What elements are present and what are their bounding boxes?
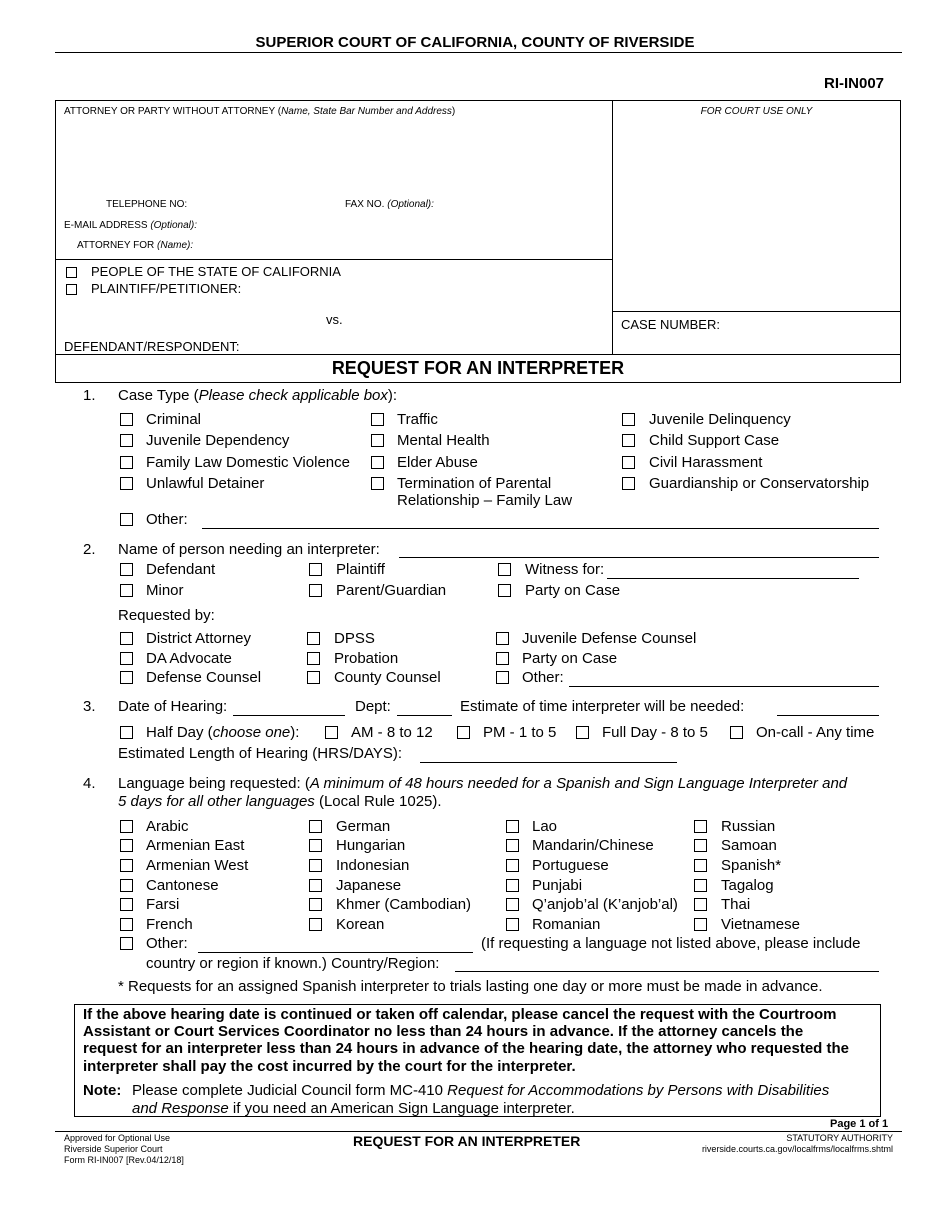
case-type-other-checkbox[interactable] xyxy=(120,513,133,526)
lang-korean-checkbox[interactable] xyxy=(309,918,322,931)
lang-french-label: French xyxy=(146,916,193,933)
req-party-on-case-label: Party on Case xyxy=(522,650,618,667)
dept-field[interactable] xyxy=(397,715,452,716)
lang-hungarian-checkbox[interactable] xyxy=(309,839,322,852)
case-type-child-support-checkbox[interactable] xyxy=(622,434,635,447)
people-label: PEOPLE OF THE STATE OF CALIFORNIA xyxy=(91,264,341,279)
lang-japanese-checkbox[interactable] xyxy=(309,879,322,892)
lang-other-label: Other: xyxy=(146,935,188,952)
lang-other-checkbox[interactable] xyxy=(120,937,133,950)
case-type-unlawful-detainer-checkbox[interactable] xyxy=(120,477,133,490)
person-parent-guardian-label: Parent/Guardian xyxy=(336,582,447,599)
language-label-line2: 5 days for all other languages (Local Rule 1025). xyxy=(118,793,442,810)
court-use-label: FOR COURT USE ONLY xyxy=(700,106,813,117)
note-label: Note: xyxy=(83,1082,122,1099)
lang-thai-checkbox[interactable] xyxy=(694,898,707,911)
footer-rule xyxy=(55,1131,902,1132)
caption-rule-3 xyxy=(55,354,901,355)
hearing-length-field[interactable] xyxy=(420,762,677,763)
pm-checkbox[interactable] xyxy=(457,726,470,739)
lang-mandarin-label: Mandarin/Chinese xyxy=(532,837,654,854)
lang-spanish-checkbox[interactable] xyxy=(694,859,707,872)
section-1-number: 1. xyxy=(83,387,96,404)
req-dpss-label: DPSS xyxy=(334,630,375,647)
case-type-family-law-dv-checkbox[interactable] xyxy=(120,456,133,469)
case-type-other-field[interactable] xyxy=(202,528,879,529)
full-day-checkbox[interactable] xyxy=(576,726,589,739)
lang-cantonese-label: Cantonese xyxy=(146,877,219,894)
req-county-counsel-checkbox[interactable] xyxy=(307,671,320,684)
person-witness-checkbox[interactable] xyxy=(498,563,511,576)
telephone-label: TELEPHONE NO: xyxy=(106,199,188,210)
req-probation-checkbox[interactable] xyxy=(307,652,320,665)
lang-japanese-label: Japanese xyxy=(336,877,402,894)
lang-khmer-label: Khmer (Cambodian) xyxy=(336,896,472,913)
person-party-on-case-label: Party on Case xyxy=(525,582,621,599)
lang-qanjobal-checkbox[interactable] xyxy=(506,898,519,911)
req-juvenile-defense-checkbox[interactable] xyxy=(496,632,509,645)
country-region-label: country or region if known.) Country/Region: xyxy=(146,955,440,972)
lang-armenian-west-checkbox[interactable] xyxy=(120,859,133,872)
lang-armenian-east-label: Armenian East xyxy=(146,837,245,854)
lang-russian-label: Russian xyxy=(721,818,776,835)
email-label: E-MAIL ADDRESS (Optional): xyxy=(64,220,198,231)
req-other-label: Other: xyxy=(522,669,564,686)
notice-line-2: Assistant or Court Services Coordinator no less than 24 hours in advance. If the attorney cancels the xyxy=(83,1023,804,1040)
person-witness-field[interactable] xyxy=(607,578,859,579)
note-text-line2: and Response if you need an American Sign Language interpreter. xyxy=(132,1100,575,1117)
footer-approved: Approved for Optional Use xyxy=(64,1133,171,1143)
lang-armenian-west-label: Armenian West xyxy=(146,857,249,874)
attorney-for-label: ATTORNEY FOR (Name): xyxy=(77,240,194,251)
country-region-field[interactable] xyxy=(455,971,879,972)
req-party-on-case-checkbox[interactable] xyxy=(496,652,509,665)
am-checkbox[interactable] xyxy=(325,726,338,739)
header-rule xyxy=(55,52,902,53)
footer-title: REQUEST FOR AN INTERPRETER xyxy=(353,1133,581,1149)
footer-court: Riverside Superior Court xyxy=(64,1144,163,1154)
plaintiff-label: PLAINTIFF/PETITIONER: xyxy=(91,281,242,296)
caption-rule-2 xyxy=(612,311,901,312)
court-title: SUPERIOR COURT OF CALIFORNIA, COUNTY OF RIVERSIDE xyxy=(255,34,695,51)
case-type-elder-abuse-checkbox[interactable] xyxy=(371,456,384,469)
page-number: Page 1 of 1 xyxy=(830,1118,889,1130)
req-dpss-checkbox[interactable] xyxy=(307,632,320,645)
req-juvenile-defense-label: Juvenile Defense Counsel xyxy=(522,630,697,647)
lang-german-label: German xyxy=(336,818,391,835)
lang-romanian-checkbox[interactable] xyxy=(506,918,519,931)
lang-arabic-checkbox[interactable] xyxy=(120,820,133,833)
footer-form: Form RI-IN007 [Rev.04/12/18] xyxy=(64,1155,184,1165)
case-type-guardianship-label: Guardianship or Conservatorship xyxy=(649,475,870,492)
lang-samoan-checkbox[interactable] xyxy=(694,839,707,852)
case-type-traffic-label: Traffic xyxy=(397,411,438,428)
case-type-elder-abuse-label: Elder Abuse xyxy=(397,454,478,471)
case-type-other-label: Other: xyxy=(146,511,188,528)
case-type-label: Case Type (Please check applicable box): xyxy=(118,387,398,404)
case-type-unlawful-detainer-label: Unlawful Detainer xyxy=(146,475,265,492)
form-code: RI-IN007 xyxy=(824,75,885,92)
section-2-number: 2. xyxy=(83,541,96,558)
case-type-family-law-dv-label: Family Law Domestic Violence xyxy=(146,454,350,471)
caption-divider xyxy=(612,100,613,354)
notice-line-1: If the above hearing date is continued or taken off calendar, please cancel the request with the Courtroom xyxy=(83,1006,837,1023)
lang-romanian-label: Romanian xyxy=(532,916,601,933)
person-witness-label: Witness for: xyxy=(525,561,605,578)
person-name-label: Name of person needing an interpreter: xyxy=(118,541,380,558)
hearing-date-field[interactable] xyxy=(233,715,345,716)
lang-qanjobal-label: Q’anjob’al (K’anjob’al) xyxy=(532,896,678,913)
case-number-label: CASE NUMBER: xyxy=(621,317,720,332)
language-label: Language being requested: (A minimum of 48 hours needed for a Spanish and Sign Language Interpreter and xyxy=(118,775,848,792)
case-type-criminal-label: Criminal xyxy=(146,411,202,428)
oncall-label: On-call - Any time xyxy=(756,724,875,741)
req-da-advocate-checkbox[interactable] xyxy=(120,652,133,665)
hearing-length-label: Estimated Length of Hearing (HRS/DAYS): xyxy=(118,745,403,762)
attorney-label: ATTORNEY OR PARTY WITHOUT ATTORNEY (Name, State Bar Number and Address) xyxy=(64,106,456,117)
lang-samoan-label: Samoan xyxy=(721,837,777,854)
person-defendant-checkbox[interactable] xyxy=(120,563,133,576)
person-defendant-label: Defendant xyxy=(146,561,216,578)
lang-portuguese-checkbox[interactable] xyxy=(506,859,519,872)
fax-label: FAX NO. (Optional): xyxy=(345,199,434,210)
lang-other-field[interactable] xyxy=(198,952,473,953)
form-title: REQUEST FOR AN INTERPRETER xyxy=(331,358,625,378)
people-checkbox[interactable] xyxy=(66,267,77,278)
lang-other-note: (If requesting a language not listed above, please include xyxy=(481,935,861,952)
lang-korean-label: Korean xyxy=(336,916,385,933)
spanish-footnote: * Requests for an assigned Spanish interpreter to trials lasting one day or more must be made in advance. xyxy=(118,978,823,995)
req-other-field[interactable] xyxy=(569,686,879,687)
lang-vietnamese-label: Vietnamese xyxy=(721,916,800,933)
lang-punjabi-label: Punjabi xyxy=(532,877,583,894)
case-type-guardianship-checkbox[interactable] xyxy=(622,477,635,490)
case-type-civil-harassment-label: Civil Harassment xyxy=(649,454,763,471)
person-plaintiff-label: Plaintiff xyxy=(336,561,385,578)
req-other-checkbox[interactable] xyxy=(496,671,509,684)
section-4-number: 4. xyxy=(83,775,96,792)
case-type-traffic-checkbox[interactable] xyxy=(371,413,384,426)
lang-tagalog-label: Tagalog xyxy=(721,877,774,894)
notice-line-4: interpreter shall pay the cost incurred by the court for the interpreter. xyxy=(83,1058,576,1075)
lang-russian-checkbox[interactable] xyxy=(694,820,707,833)
person-minor-checkbox[interactable] xyxy=(120,584,133,597)
vs-label: vs. xyxy=(326,312,343,327)
case-type-termination-checkbox[interactable] xyxy=(371,477,384,490)
case-type-mental-health-checkbox[interactable] xyxy=(371,434,384,447)
lang-hungarian-label: Hungarian xyxy=(336,837,406,854)
caption-rule-1 xyxy=(55,259,612,260)
notice-line-3: request for an interpreter less than 24 hours in advance of the hearing date, the attorney who requested the xyxy=(83,1040,850,1057)
lang-vietnamese-checkbox[interactable] xyxy=(694,918,707,931)
lang-thai-label: Thai xyxy=(721,896,751,913)
lang-mandarin-checkbox[interactable] xyxy=(506,839,519,852)
half-day-label: Half Day (choose one): xyxy=(146,724,300,741)
estimate-field[interactable] xyxy=(777,715,879,716)
case-type-juvenile-dependency-label: Juvenile Dependency xyxy=(146,432,290,449)
lang-farsi-checkbox[interactable] xyxy=(120,898,133,911)
case-type-termination-label-line2: Relationship – Family Law xyxy=(397,492,573,509)
person-plaintiff-checkbox[interactable] xyxy=(309,563,322,576)
lang-indonesian-label: Indonesian xyxy=(336,857,410,874)
plaintiff-checkbox[interactable] xyxy=(66,284,77,295)
lang-indonesian-checkbox[interactable] xyxy=(309,859,322,872)
case-type-juvenile-dependency-checkbox[interactable] xyxy=(120,434,133,447)
req-defense-counsel-label: Defense Counsel xyxy=(146,669,262,686)
lang-french-checkbox[interactable] xyxy=(120,918,133,931)
lang-portuguese-label: Portuguese xyxy=(532,857,609,874)
lang-farsi-label: Farsi xyxy=(146,896,180,913)
lang-arabic-label: Arabic xyxy=(146,818,189,835)
case-type-juvenile-delinquency-checkbox[interactable] xyxy=(622,413,635,426)
lang-lao-checkbox[interactable] xyxy=(506,820,519,833)
case-type-mental-health-label: Mental Health xyxy=(397,432,490,449)
estimate-label: Estimate of time interpreter will be needed: xyxy=(460,698,745,715)
footer-authority: STATUTORY AUTHORITY xyxy=(786,1133,893,1143)
defendant-label: DEFENDANT/RESPONDENT: xyxy=(64,339,240,354)
note-text: Please complete Judicial Council form MC-410 Request for Accommodations by Persons with Disabilities xyxy=(132,1082,830,1099)
lang-tagalog-checkbox[interactable] xyxy=(694,879,707,892)
case-type-child-support-label: Child Support Case xyxy=(649,432,780,449)
person-party-on-case-checkbox[interactable] xyxy=(498,584,511,597)
requested-by-label: Requested by: xyxy=(118,607,215,624)
dept-label: Dept: xyxy=(355,698,391,715)
case-type-juvenile-delinquency-label: Juvenile Delinquency xyxy=(649,411,791,428)
lang-spanish-label: Spanish* xyxy=(721,857,782,874)
req-da-advocate-label: DA Advocate xyxy=(146,650,232,667)
req-district-attorney-checkbox[interactable] xyxy=(120,632,133,645)
req-defense-counsel-checkbox[interactable] xyxy=(120,671,133,684)
case-type-termination-label: Termination of Parental xyxy=(397,475,552,492)
pm-label: PM - 1 to 5 xyxy=(483,724,557,741)
am-label: AM - 8 to 12 xyxy=(351,724,433,741)
half-day-checkbox[interactable] xyxy=(120,726,133,739)
lang-cantonese-checkbox[interactable] xyxy=(120,879,133,892)
lang-punjabi-checkbox[interactable] xyxy=(506,879,519,892)
lang-armenian-east-checkbox[interactable] xyxy=(120,839,133,852)
req-county-counsel-label: County Counsel xyxy=(334,669,441,686)
case-type-civil-harassment-checkbox[interactable] xyxy=(622,456,635,469)
lang-khmer-checkbox[interactable] xyxy=(309,898,322,911)
person-minor-label: Minor xyxy=(146,582,184,599)
full-day-label: Full Day - 8 to 5 xyxy=(602,724,708,741)
footer-url[interactable]: riverside.courts.ca.gov/localfrms/localfrms.shtml xyxy=(701,1144,893,1154)
req-probation-label: Probation xyxy=(334,650,399,667)
oncall-checkbox[interactable] xyxy=(730,726,743,739)
person-parent-guardian-checkbox[interactable] xyxy=(309,584,322,597)
lang-lao-label: Lao xyxy=(532,818,558,835)
section-3-number: 3. xyxy=(83,698,96,715)
case-type-criminal-checkbox[interactable] xyxy=(120,413,133,426)
req-district-attorney-label: District Attorney xyxy=(146,630,252,647)
lang-german-checkbox[interactable] xyxy=(309,820,322,833)
hearing-date-label: Date of Hearing: xyxy=(118,698,228,715)
person-name-field[interactable] xyxy=(399,557,879,558)
